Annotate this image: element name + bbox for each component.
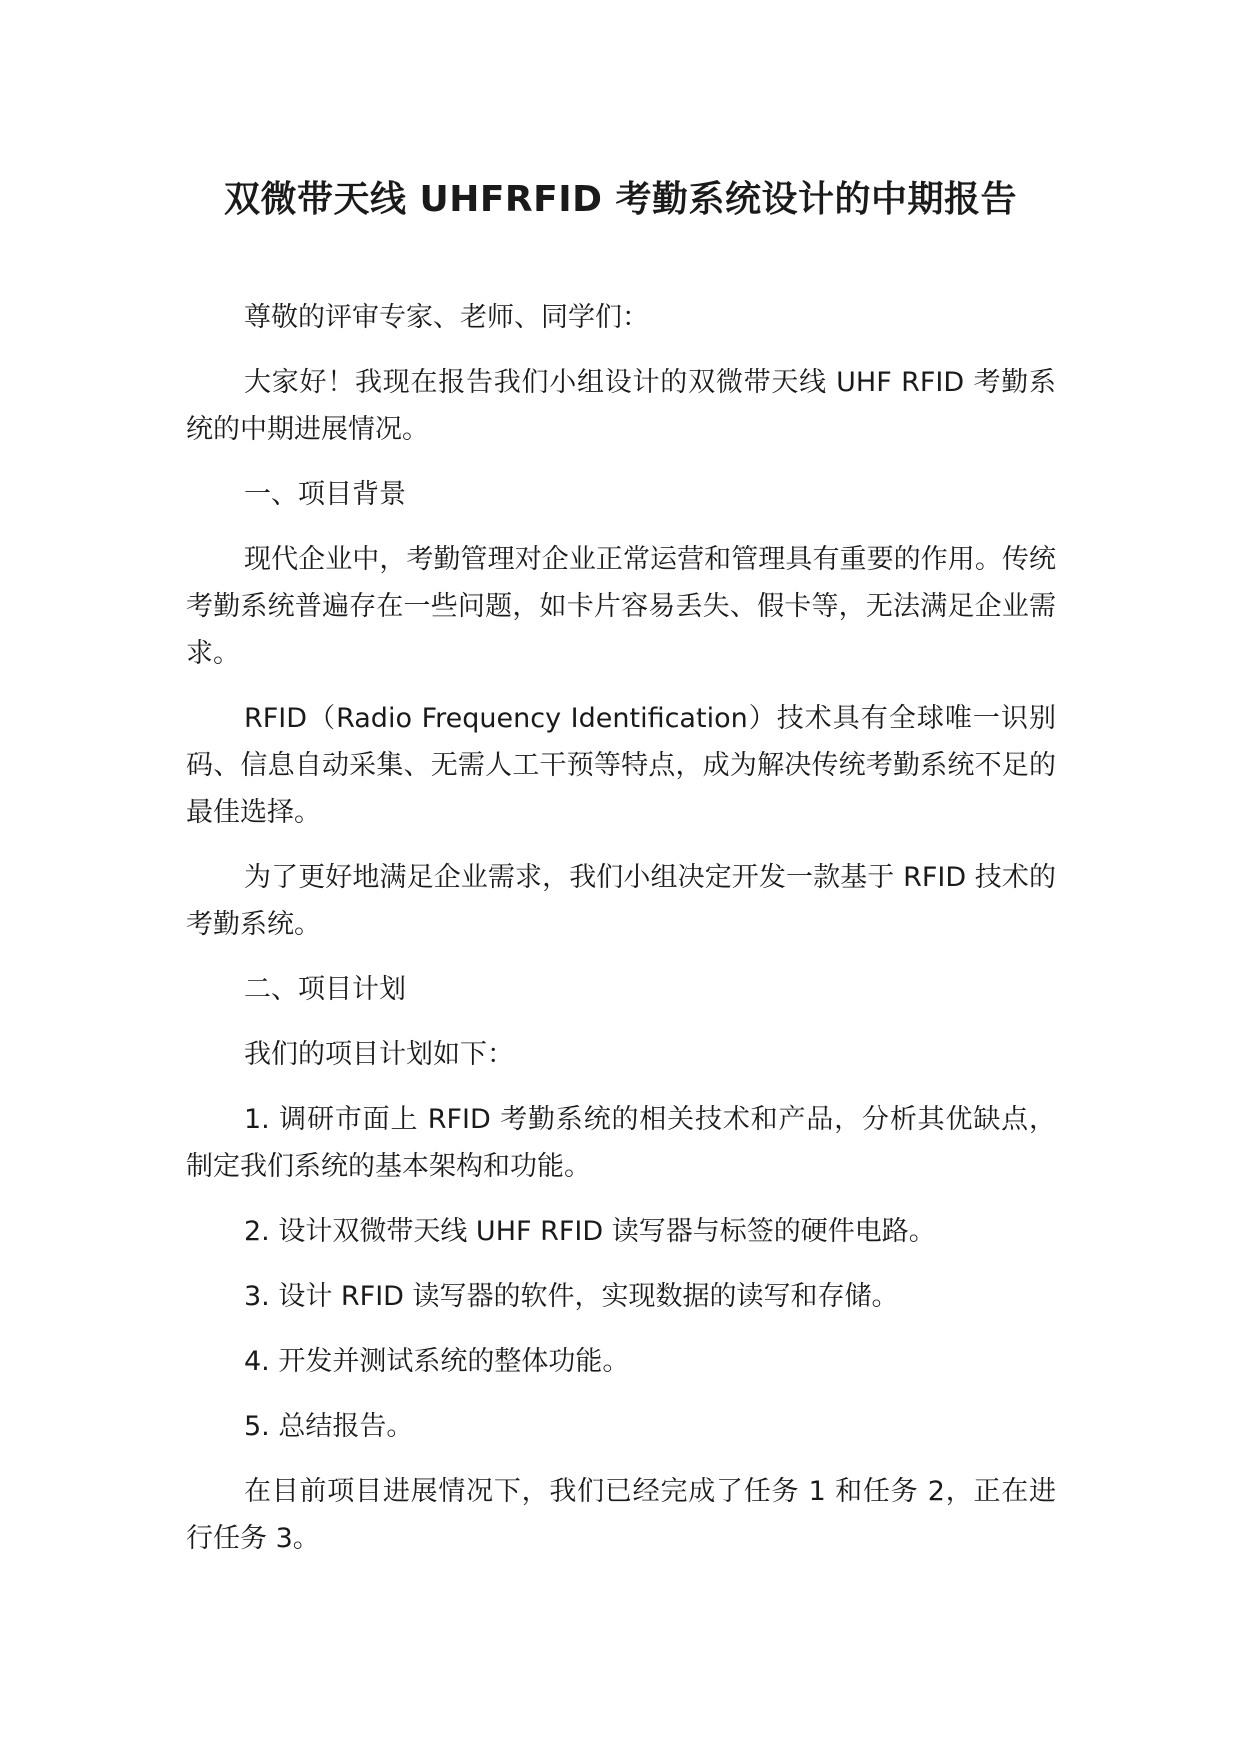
plan-item-5: 5. 总结报告。	[244, 1411, 414, 1442]
plan-intro-paragraph: 我们的项目计划如下：	[244, 1039, 514, 1070]
plan-item-1: 1. 调研市面上 RFID 考勤系统的相关技术和产品，分析其优缺点，制定我们系统的基本架构和功能。	[186, 1104, 1056, 1182]
background-paragraph-1: 现代企业中，考勤管理对企业正常运营和管理具有重要的作用。传统考勤系统普遍存在一些问题，如卡片容易丢失、假卡等，无法满足企业需求。	[186, 544, 1056, 669]
plan-item-3: 3. 设计 RFID 读写器的软件，实现数据的读写和存储。	[244, 1281, 899, 1312]
plan-item-4: 4. 开发并测试系统的整体功能。	[244, 1346, 630, 1377]
section-heading-plan: 二、项目计划	[244, 974, 406, 1005]
greeting-paragraph: 尊敬的评审专家、老师、同学们：	[244, 302, 649, 333]
background-paragraph-3: 为了更好地满足企业需求，我们小组决定开发一款基于 RFID 技术的考勤系统。	[186, 862, 1056, 940]
intro-paragraph: 大家好！我现在报告我们小组设计的双微带天线 UHF RFID 考勤系统的中期进展情况。	[186, 367, 1056, 445]
progress-paragraph: 在目前项目进展情况下，我们已经完成了任务 1 和任务 2，正在进行任务 3。	[186, 1476, 1056, 1554]
document-body	[186, 294, 1056, 1580]
document-title: 双微带天线 UHFRFID 考勤系统设计的中期报告	[223, 179, 1018, 220]
background-paragraph-2: RFID（Radio Frequency Identification）技术具有全球唯一识别码、信息自动采集、无需人工干预等特点，成为解决传统考勤系统不足的最佳选择。	[186, 703, 1056, 828]
plan-item-2: 2. 设计双微带天线 UHF RFID 读写器与标签的硬件电路。	[244, 1216, 936, 1247]
section-heading-background: 一、项目背景	[244, 479, 406, 510]
